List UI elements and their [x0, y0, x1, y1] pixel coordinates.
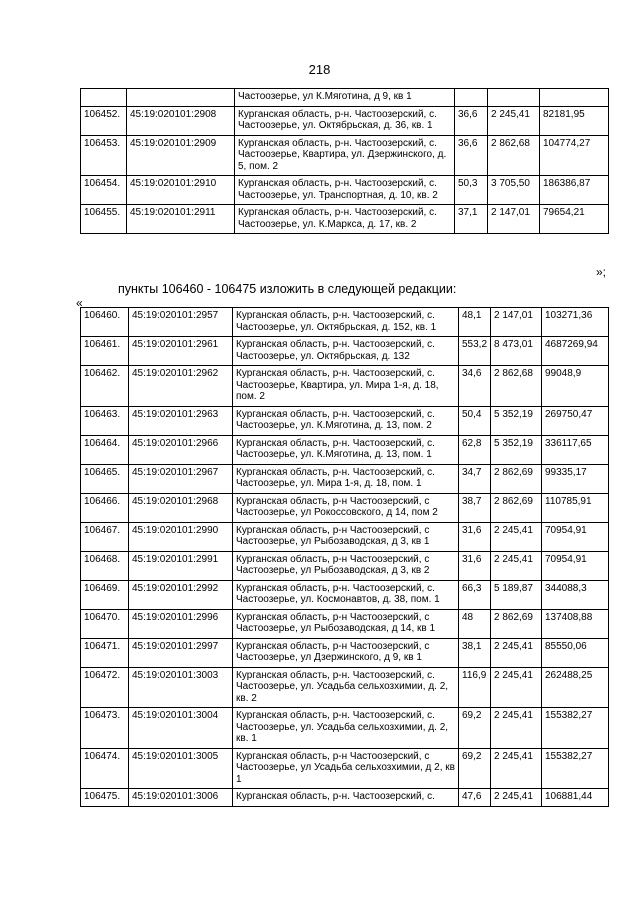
cadastral-number-cell: 45:19:020101:2963: [129, 406, 233, 435]
item-number-cell: 106453.: [81, 135, 127, 176]
rate-cell: 5 352,19: [491, 435, 542, 464]
cadastral-number-cell: 45:19:020101:2910: [127, 176, 235, 205]
table-row: [81, 551, 609, 580]
table-row: [81, 106, 609, 135]
area-cell: 50,3: [455, 176, 488, 205]
cadastral-value-cell: 99335,17: [542, 464, 609, 493]
address-cell: Курганская область, р-н Частоозерский, с Частоозерье, ул Рыбозаводская, д 3, кв 1: [233, 522, 459, 551]
address-cell: Курганская область, р-н. Частоозерский, с. Частоозерье, ул. Усадьба сельхозхимии, д. 2, кв. 2: [233, 667, 459, 708]
item-number-cell: 106460.: [81, 308, 129, 337]
rate-cell: 2 862,69: [491, 609, 542, 638]
rate-cell: 2 245,41: [491, 748, 542, 789]
address-cell: Курганская область, р-н Частоозерский, с Частоозерье, ул Рокоссовского, д 14, пом 2: [233, 493, 459, 522]
item-number-cell: 106474.: [81, 748, 129, 789]
area-cell: 69,2: [459, 748, 491, 789]
cadastral-number-cell: 45:19:020101:3004: [129, 708, 233, 749]
area-cell: 48: [459, 609, 491, 638]
area-cell: 38,7: [459, 493, 491, 522]
cadastral-value-cell: 155382,27: [542, 708, 609, 749]
cadastral-value-cell: 155382,27: [542, 748, 609, 789]
area-cell: 38,1: [459, 638, 491, 667]
area-cell: 116,9: [459, 667, 491, 708]
area-cell: 34,7: [459, 464, 491, 493]
area-cell: 37,1: [455, 205, 488, 234]
cadastral-value-cell: 85550,06: [542, 638, 609, 667]
cadastral-number-cell: 45:19:020101:3006: [129, 789, 233, 807]
cadastral-value-cell: 99048,9: [542, 366, 609, 407]
item-number-cell: 106467.: [81, 522, 129, 551]
address-cell: Курганская область, р-н. Частоозерский, с. Частоозерье, Квартира, ул. Мира 1-я, д. 18, пом. 2: [233, 366, 459, 407]
cadastral-number-cell: 45:19:020101:2996: [129, 609, 233, 638]
table-row: [81, 522, 609, 551]
address-cell: Курганская область, р-н Частоозерский, с Частоозерье, ул Усадьба сельхозхимии, д 2, кв 1: [233, 748, 459, 789]
rate-cell: [488, 89, 540, 107]
cadastral-number-cell: 45:19:020101:3005: [129, 748, 233, 789]
table-row: [81, 205, 609, 234]
item-number-cell: 106468.: [81, 551, 129, 580]
cadastral-value-cell: 104774,27: [540, 135, 609, 176]
page-number: 218: [308, 62, 331, 77]
address-cell: Курганская область, р-н. Частоозерский, с. Частоозерье, ул. Транспортная, д. 10, кв. 2: [235, 176, 455, 205]
item-number-cell: 106463.: [81, 406, 129, 435]
cadastral-value-cell: 4687269,94: [542, 337, 609, 366]
rate-cell: 2 862,68: [491, 366, 542, 407]
cadastral-number-cell: 45:19:020101:2909: [127, 135, 235, 176]
table-row: [81, 667, 609, 708]
item-number-cell: 106473.: [81, 708, 129, 749]
rate-cell: 2 147,01: [491, 308, 542, 337]
cadastral-number-cell: [127, 89, 235, 107]
cadastral-number-cell: 45:19:020101:2991: [129, 551, 233, 580]
closing-quote: »;: [596, 265, 607, 279]
cadastral-number-cell: 45:19:020101:2967: [129, 464, 233, 493]
area-cell: 34,6: [459, 366, 491, 407]
area-cell: 47,6: [459, 789, 491, 807]
item-number-cell: 106471.: [81, 638, 129, 667]
cadastral-value-cell: 106881,44: [542, 789, 609, 807]
address-cell: Курганская область, р-н. Частоозерский, с. Частоозерье, ул. Октябрьская, д. 152, кв. 1: [233, 308, 459, 337]
address-cell: Курганская область, р-н. Частоозерский, с. Частоозерье, ул. Мира 1-я, д. 18, пом. 1: [233, 464, 459, 493]
area-cell: 31,6: [459, 551, 491, 580]
rate-cell: 2 147,01: [488, 205, 540, 234]
rate-cell: 2 245,41: [491, 708, 542, 749]
table-row: [81, 176, 609, 205]
address-cell: Курганская область, р-н Частоозерский, с Частоозерье, ул Дзержинского, д 9, кв 1: [233, 638, 459, 667]
area-cell: 69,2: [459, 708, 491, 749]
address-cell: Курганская область, р-н. Частоозерский, с. Частоозерье, Квартира, ул. Дзержинского, д. 5, пом. 2: [235, 135, 455, 176]
item-number-cell: 106472.: [81, 667, 129, 708]
cadastral-number-cell: 45:19:020101:2957: [129, 308, 233, 337]
cadastral-number-cell: 45:19:020101:2908: [127, 106, 235, 135]
cadastral-value-cell: 70954,91: [542, 522, 609, 551]
area-cell: [455, 89, 488, 107]
area-cell: 50,4: [459, 406, 491, 435]
area-cell: 553,2: [459, 337, 491, 366]
item-number-cell: 106470.: [81, 609, 129, 638]
address-cell: Курганская область, р-н Частоозерский, с Частоозерье, ул Рыбозаводская, д 14, кв 1: [233, 609, 459, 638]
cadastral-number-cell: 45:19:020101:2961: [129, 337, 233, 366]
address-cell: Курганская область, р-н. Частоозерский, с. Частоозерье, ул. Космонавтов, д. 38, пом. 1: [233, 580, 459, 609]
address-cell: Курганская область, р-н. Частоозерский, с. Частоозерье, ул. К.Мяготина, д. 13, пом. 2: [233, 406, 459, 435]
item-number-cell: 106466.: [81, 493, 129, 522]
opening-quote: «: [76, 296, 83, 310]
rate-cell: 2 862,68: [488, 135, 540, 176]
address-cell: Частоозерье, ул К.Мяготина, д 9, кв 1: [235, 89, 455, 107]
cadastral-number-cell: 45:19:020101:2992: [129, 580, 233, 609]
rate-cell: 5 352,19: [491, 406, 542, 435]
cadastral-table-main-body: [81, 308, 609, 807]
address-cell: Курганская область, р-н. Частоозерский, с. Частоозерье, ул. Октябрьская, д. 36, кв. 1: [235, 106, 455, 135]
rate-cell: 2 862,69: [491, 493, 542, 522]
rate-cell: 5 189,87: [491, 580, 542, 609]
area-cell: 48,1: [459, 308, 491, 337]
address-cell: Курганская область, р-н. Частоозерский, с. Частоозерье, ул. Октябрьская, д. 132: [233, 337, 459, 366]
item-number-cell: 106469.: [81, 580, 129, 609]
table-row: [81, 366, 609, 407]
rate-cell: 2 245,41: [491, 551, 542, 580]
area-cell: 66,3: [459, 580, 491, 609]
cadastral-number-cell: 45:19:020101:3003: [129, 667, 233, 708]
area-cell: 62,8: [459, 435, 491, 464]
table-row: [81, 609, 609, 638]
item-number-cell: 106462.: [81, 366, 129, 407]
table-row: [81, 135, 609, 176]
table-row: [81, 464, 609, 493]
item-number-cell: [81, 89, 127, 107]
cadastral-value-cell: 186386,87: [540, 176, 609, 205]
table-row: [81, 708, 609, 749]
cadastral-table-main: [80, 307, 609, 807]
cadastral-value-cell: 110785,91: [542, 493, 609, 522]
rate-cell: 8 473,01: [491, 337, 542, 366]
cadastral-value-cell: 336117,65: [542, 435, 609, 464]
table-row: [81, 789, 609, 807]
cadastral-table-top-body: [81, 89, 609, 234]
rate-cell: 2 245,41: [488, 106, 540, 135]
cadastral-value-cell: 344088,3: [542, 580, 609, 609]
item-number-cell: 106454.: [81, 176, 127, 205]
address-cell: Курганская область, р-н. Частоозерский, с. Частоозерье, ул. К.Маркса, д. 17, кв. 2: [235, 205, 455, 234]
table-row: [81, 406, 609, 435]
cadastral-number-cell: 45:19:020101:2962: [129, 366, 233, 407]
amendment-instruction: пункты 106460 - 106475 изложить в следующей редакции:: [118, 282, 457, 296]
address-cell: Курганская область, р-н Частоозерский, с Частоозерье, ул Рыбозаводская, д 3, кв 2: [233, 551, 459, 580]
rate-cell: 2 245,41: [491, 789, 542, 807]
table-row: [81, 89, 609, 107]
item-number-cell: 106452.: [81, 106, 127, 135]
area-cell: 36,6: [455, 106, 488, 135]
cadastral-value-cell: 137408,88: [542, 609, 609, 638]
table-row: [81, 337, 609, 366]
item-number-cell: 106461.: [81, 337, 129, 366]
cadastral-value-cell: 103271,36: [542, 308, 609, 337]
item-number-cell: 106464.: [81, 435, 129, 464]
rate-cell: 2 245,41: [491, 667, 542, 708]
item-number-cell: 106475.: [81, 789, 129, 807]
cadastral-value-cell: 79654,21: [540, 205, 609, 234]
cadastral-number-cell: 45:19:020101:2911: [127, 205, 235, 234]
rate-cell: 2 245,41: [491, 638, 542, 667]
address-cell: Курганская область, р-н. Частоозерский, с.: [233, 789, 459, 807]
cadastral-value-cell: 82181,95: [540, 106, 609, 135]
cadastral-number-cell: 45:19:020101:2997: [129, 638, 233, 667]
cadastral-value-cell: [540, 89, 609, 107]
rate-cell: 3 705,50: [488, 176, 540, 205]
table-row: [81, 748, 609, 789]
cadastral-number-cell: 45:19:020101:2966: [129, 435, 233, 464]
table-row: [81, 580, 609, 609]
area-cell: 36,6: [455, 135, 488, 176]
cadastral-value-cell: 262488,25: [542, 667, 609, 708]
address-cell: Курганская область, р-н. Частоозерский, с. Частоозерье, ул. К.Мяготина, д. 13, пом. 1: [233, 435, 459, 464]
area-cell: 31,6: [459, 522, 491, 551]
cadastral-value-cell: 70954,91: [542, 551, 609, 580]
cadastral-number-cell: 45:19:020101:2968: [129, 493, 233, 522]
address-cell: Курганская область, р-н. Частоозерский, с. Частоозерье, ул. Усадьба сельхозхимии, д. 2, кв. 1: [233, 708, 459, 749]
table-row: [81, 435, 609, 464]
rate-cell: 2 245,41: [491, 522, 542, 551]
cadastral-number-cell: 45:19:020101:2990: [129, 522, 233, 551]
table-row: [81, 638, 609, 667]
rate-cell: 2 862,69: [491, 464, 542, 493]
table-row: [81, 493, 609, 522]
item-number-cell: 106465.: [81, 464, 129, 493]
cadastral-table-top: [80, 88, 609, 234]
item-number-cell: 106455.: [81, 205, 127, 234]
table-row: [81, 308, 609, 337]
cadastral-value-cell: 269750,47: [542, 406, 609, 435]
